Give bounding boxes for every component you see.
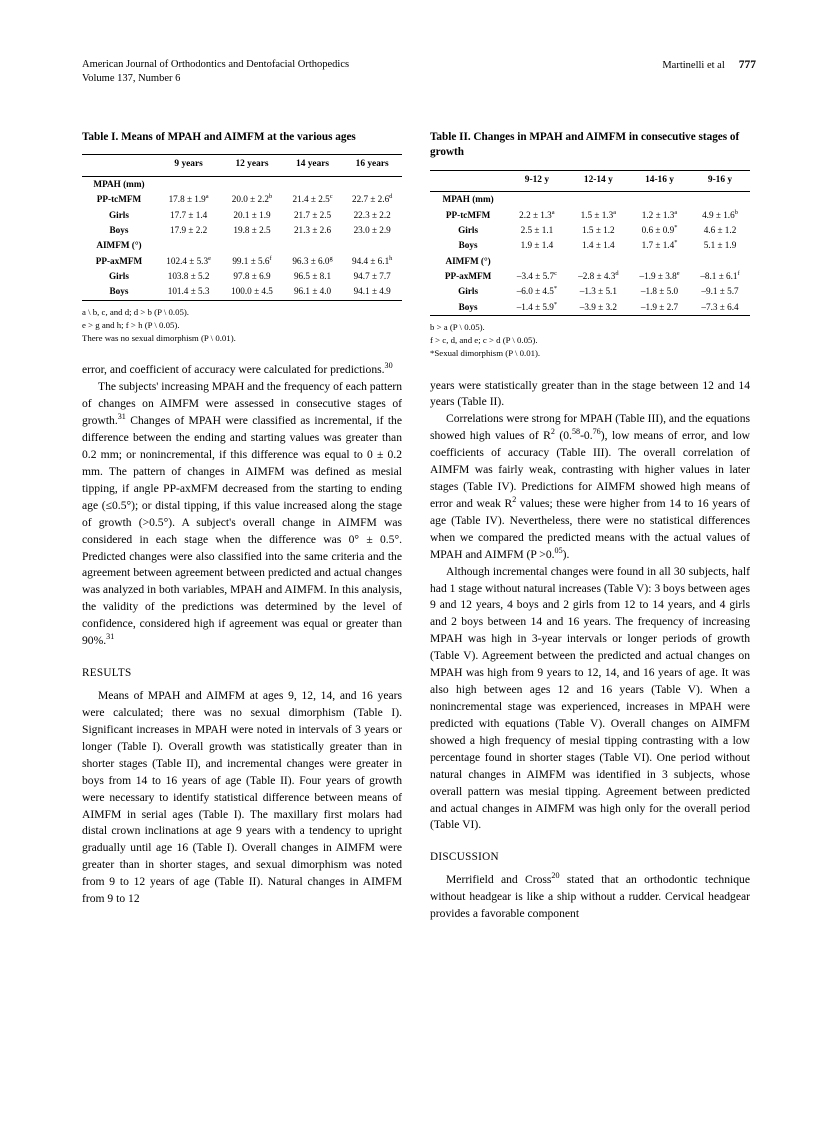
left-prose (82, 362, 402, 908)
table-1-r1-label: PP-tcMFM (96, 194, 142, 205)
table-row (82, 177, 402, 193)
table-1-r5-label: PP-axMFM (95, 255, 143, 266)
table-1 (82, 154, 402, 300)
table-row (430, 223, 750, 238)
table-1-col-1: 9 years (156, 155, 221, 177)
table-2-col-3: 14-16 y (629, 170, 690, 192)
paragraph: error, and coefficient of accuracy were calculated for predictions.$^{30}$ (82, 361, 393, 377)
table-2-r7-c4: –7.3 ± 6.4 (690, 300, 750, 316)
table-row (430, 238, 750, 253)
table-1-r5-c3: 96.3 ± 6.0$^g$ (292, 254, 333, 266)
table-2-r7-label: Boys (430, 300, 506, 316)
table-1-col-4: 16 years (342, 155, 402, 177)
table-1-r3-c4: 23.0 ± 2.9 (353, 225, 391, 236)
table-2-r6-c4: –9.1 ± 5.7 (701, 286, 739, 297)
table-2-r7-c1: –1.4 ± 5.9* (506, 300, 567, 316)
table-2-r0-c3 (629, 192, 690, 208)
section-heading-discussion: DISCUSSION (430, 851, 499, 864)
table-1-footnote-1: e > g and h; f > h (P \ 0.05). (82, 320, 180, 331)
table-row (82, 208, 402, 223)
table-2-r3-c2: 1.4 ± 1.4 (582, 240, 615, 251)
table-1-r3-c1: 17.9 ± 2.2 (170, 225, 208, 236)
table-row (430, 192, 750, 208)
journal-name: American Journal of Orthodontics and Dentofacial Orthopedics (82, 59, 350, 70)
table-row (430, 300, 750, 316)
table-2-r1-c2: 1.5 ± 1.3$^a$ (580, 208, 617, 220)
table-row (430, 269, 750, 284)
table-2-r1-c1: 2.2 ± 1.3$^a$ (519, 208, 555, 220)
paragraph: years were statistically greater than in the stage between 12 and 14 years (Table II). (430, 378, 750, 409)
volume-issue: Volume 137, Number 6 (82, 73, 181, 85)
table-1-r4-label: AIMFM (°) (96, 240, 142, 251)
table-2-header-row (430, 170, 750, 192)
table-2-r3-c3: 1.7 ± 1.4* (641, 239, 678, 251)
table-2-r3-label: Boys (458, 240, 478, 251)
table-1-r7-label: Boys (82, 284, 156, 300)
table-row (82, 223, 402, 238)
table-1-r7-c1: 101.4 ± 5.3 (156, 284, 221, 300)
table-2-r3-c1: 1.9 ± 1.4 (520, 240, 554, 251)
table-2-r3-c4: 5.1 ± 1.9 (703, 240, 737, 251)
table-1-col-3: 14 years (283, 155, 343, 177)
table-1-r1-c3: 21.4 ± 2.5$^c$ (292, 193, 333, 205)
table-2-footnote-2: *Sexual dimorphism (P \ 0.01). (430, 348, 541, 359)
table-1-footnote-2: There was no sexual dimorphism (P \ 0.01). (82, 333, 236, 344)
table-1-r5-c4: 94.4 ± 6.1$^h$ (351, 254, 393, 266)
table-1-r7-c2: 100.0 ± 4.5 (221, 284, 282, 300)
table-2-r0-c1 (506, 192, 567, 208)
table-2-r4-label: AIMFM (°) (445, 255, 491, 266)
table-2-title: Changes in MPAH and AIMFM in consecutive stages of growth (430, 131, 740, 159)
table-2-r4-c2 (568, 254, 629, 269)
table-2-r2-c4: 4.6 ± 1.2 (703, 224, 737, 235)
table-1-r3-c3: 21.3 ± 2.6 (293, 225, 332, 236)
table-1-footnote-0: a \ b, c, and d; d > b (P \ 0.05). (82, 306, 190, 317)
paragraph: Although incremental changes were found in all 30 subjects, half had 1 stage without natural increases (Table V): 3 boys between ages 9 and 12 years, 4 boys and 2 girls from 12 to 14 years, and 4 girls and 2 boys between 14 and 16 years. The frequency of increasing MPAH was high in 3-year intervals or longer periods of growth (Table V). Agreement between the predicted and actual changes on MPAH was high from 9 years to 12, 14, and 16 years of age. It was also high between ages 12 and 16 years (Table V). When a nonincremental stage was experienced, increases in MPAH were predicted with equations (Table V). Overall changes on AIMFM showed a high frequency of mesial tipping contrasting with a low percentage found in shorter stages (Table VI). One period without natural changes in AIMFM was identified in 3 subjects, whose overall pattern was mesial tipping. Agreement between predicted and actual changes in AIMFM was high only for the overall period (Table VI). (430, 564, 750, 832)
table-row (82, 192, 402, 207)
table-1-r2-c4: 22.3 ± 2.2 (353, 209, 391, 220)
paragraph: Means of MPAH and AIMFM at ages 9, 12, 14, and 16 years were calculated; there was no sexual dimorphism (Table I). Significant increases in MPAH were noted in intervals of 3 years or longer (Table I). Overall growth was statistically greater than in shorter stages (Table II), and incremental changes were greater in boys from 14 to 16 years of age (Table II). Four years of growth were necessary to identify statistical difference between means of AIMFM in serial ages (Table I). The maxillary first molars had distal crown inclinations at age 9 years with a tendency to upright gradually until age 16 (Table I). Overall changes in AIMFM were greater than in shorter stages, and sexual dimorphism was noted from 9 to 12 years of age (Table II). Natural changes in AIMFM from 9 to 12 (82, 689, 402, 906)
table-1-title: Means of MPAH and AIMFM at the various ages (121, 131, 356, 144)
table-2-r0-c2 (568, 192, 629, 208)
table-2-caption (430, 130, 750, 160)
table-row (82, 284, 402, 300)
table-row (82, 238, 402, 253)
table-1-r5-c1: 102.4 ± 5.3$^e$ (166, 254, 211, 266)
table-2-r0-c4 (690, 192, 750, 208)
table-2-r0-label: MPAH (mm) (430, 192, 506, 208)
table-1-r4-c1 (156, 238, 221, 253)
table-2-r7-c2: –3.9 ± 3.2 (568, 300, 629, 316)
table-1-r2-c3: 21.7 ± 2.5 (293, 209, 332, 220)
page-number: 777 (738, 59, 756, 71)
table-1-r5-c2: 99.1 ± 5.6$^f$ (232, 254, 272, 266)
left-column (82, 130, 402, 923)
table-2-r4-c3 (629, 254, 690, 269)
table-1-caption (82, 130, 402, 145)
running-head-right (662, 58, 756, 74)
table-1-r7-c4: 94.1 ± 4.9 (342, 284, 402, 300)
table-2-r4-c4 (690, 254, 750, 269)
table-2-r1-c4: 4.9 ± 1.6$^b$ (702, 208, 738, 220)
table-2-r5-c1: –3.4 ± 5.7$^c$ (516, 269, 557, 281)
table-2-r6-c1: –6.0 ± 4.5* (516, 285, 558, 297)
running-head-left (82, 58, 349, 86)
table-2-r5-c2: –2.8 ± 4.3$^d$ (578, 269, 619, 281)
table-1-col-2: 12 years (221, 155, 282, 177)
table-1-r6-c3: 96.5 ± 8.1 (293, 271, 332, 282)
table-1-r4-c4 (342, 238, 402, 253)
table-1-r4-c2 (221, 238, 282, 253)
right-prose (430, 378, 750, 924)
table-2-r2-c3: 0.6 ± 0.9* (641, 223, 678, 235)
table-1-r4-c3 (283, 238, 343, 253)
table-1-r0-label: MPAH (mm) (82, 177, 156, 193)
table-1-r1-c4: 22.7 ± 2.6$^d$ (351, 193, 393, 205)
table-2-r7-c3: –1.9 ± 2.7 (629, 300, 690, 316)
table-row (430, 254, 750, 269)
table-2-number: Table II. (430, 131, 471, 144)
table-2-col-1: 9-12 y (506, 170, 567, 192)
table-2-footnotes (430, 321, 750, 361)
table-1-r6-c4: 94.7 ± 7.7 (353, 271, 391, 282)
table-1-header-row (82, 155, 402, 177)
table-2-r1-c3: 1.2 ± 1.3$^a$ (641, 208, 678, 220)
table-1-r0-c2 (221, 177, 282, 193)
table-1-number: Table I. (82, 131, 119, 144)
table-row (82, 269, 402, 284)
paragraph: The subjects' increasing MPAH and the frequency of each pattern of changes on AIMFM were assessed in consecutive stages of growth.$^{31}$ Changes of MPAH were classified as incremental, if the difference between the ending and starting values was greater than 0.2 mm; or nonincremental, if this difference was equal to 0 ± 0.2 mm. The pattern of changes in AIMFM was defined as mesial tipping, if angle PP-axMFM decreased from the starting to ending age (≤0.5°); or distal tipping, if this value increased along the stage of growth (>0.5°). A subject's overall change in AIMFM was considered in each stage when the difference was 0° ± 0.5°. Predicted changes were also classified into the same criteria and the agreement between agreement between predicted and actual changes was analyzed in both variables, MPAH and AIMFM. In this analysis, the validity of the predictions was determined by the level of confidence, considered high if agreement was equal or greater than 90%.$^{31}$ (82, 380, 402, 648)
table-1-r0-c4 (342, 177, 402, 193)
authors-label: Martinelli et al (662, 60, 725, 71)
section-heading-results: RESULTS (82, 667, 132, 680)
table-2-r2-label: Girls (458, 224, 479, 235)
table-2-col-2: 12-14 y (568, 170, 629, 192)
right-column (430, 130, 750, 923)
running-head (82, 58, 756, 86)
body-columns (82, 130, 756, 923)
table-1-r0-c1 (156, 177, 221, 193)
table-1-r1-c2: 20.0 ± 2.2$^b$ (231, 193, 273, 205)
table-1-r3-label: Boys (109, 225, 129, 236)
table-2-r5-label: PP-axMFM (444, 270, 492, 281)
paragraph: Merrifield and Cross$^{20}$ stated that an orthodontic technique without headgear is like a ship without a rudder. Cervical headgear provides a favorable component (430, 871, 750, 921)
table-2-r1-label: PP-tcMFM (445, 209, 491, 220)
table-1-r2-label: Girls (109, 209, 129, 220)
table-1-r6-c1: 103.8 ± 5.2 (167, 271, 210, 282)
table-1-r7-c3: 96.1 ± 4.0 (283, 284, 343, 300)
table-2-r6-c2: –1.3 ± 5.1 (579, 286, 617, 297)
table-1-r0-c3 (283, 177, 343, 193)
table-1-col-0 (82, 155, 156, 177)
table-1-r3-c2: 19.8 ± 2.5 (233, 225, 271, 236)
table-1-r2-c1: 17.7 ± 1.4 (170, 209, 208, 220)
table-1-block (82, 130, 402, 345)
table-row (82, 254, 402, 269)
table-2-col-0 (430, 170, 506, 192)
table-2-footnote-1: f > c, d, and e; c > d (P \ 0.05). (430, 335, 538, 346)
table-2-r2-c1: 2.5 ± 1.1 (520, 224, 554, 235)
table-2-footnote-0: b > a (P \ 0.05). (430, 321, 485, 332)
paragraph: Correlations were strong for MPAH (Table III), and the equations showed high values of $R^2$ (0.58-0.76), low means of error, and low coefficients of accuracy (Table III). The overall correlation of AIMFM was fairly weak, contrasting with higher values in later stages (Table IV). Predictions for AIMFM showed high means of error and weak $R^2$ values; these were higher from 14 to 16 years of age (Table IV). Nevertheless, there were no statistical differences when we compared the predicted means with the actual values of MPAH and AIMFM (P >0.05). (430, 412, 750, 561)
table-2 (430, 170, 750, 316)
table-2-col-4: 9-16 y (690, 170, 750, 192)
table-2-r4-c1 (506, 254, 567, 269)
table-1-r6-label: Girls (109, 271, 129, 282)
table-2-r6-c3: –1.8 ± 5.0 (640, 286, 679, 297)
table-2-r5-c4: –8.1 ± 6.1$^f$ (700, 269, 740, 281)
table-2-r6-label: Girls (458, 286, 479, 297)
table-1-r6-c2: 97.8 ± 6.9 (233, 271, 271, 282)
table-2-block (430, 130, 750, 360)
table-1-footnotes (82, 306, 402, 346)
table-2-r2-c2: 1.5 ± 1.2 (582, 224, 615, 235)
table-row (430, 208, 750, 223)
table-1-r2-c2: 20.1 ± 1.9 (233, 209, 271, 220)
table-2-r5-c3: –1.9 ± 3.8$^e$ (639, 269, 680, 281)
table-1-r1-c1: 17.8 ± 1.9$^a$ (168, 193, 209, 205)
table-row (430, 284, 750, 299)
